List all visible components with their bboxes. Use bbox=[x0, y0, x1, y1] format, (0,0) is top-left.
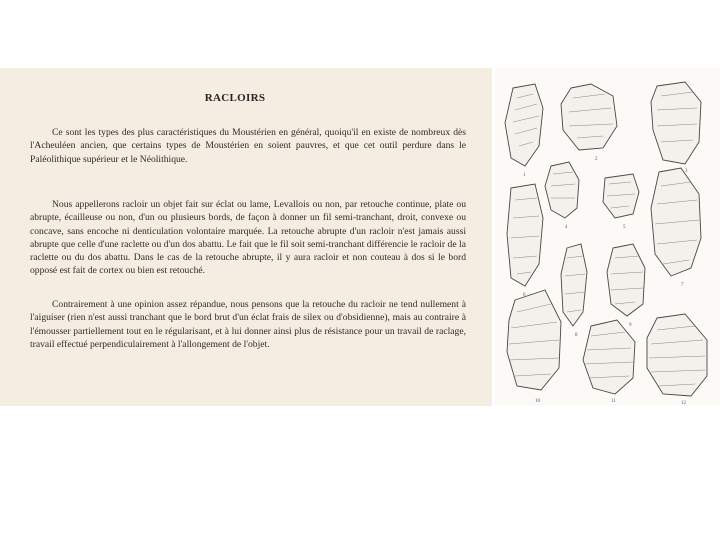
page-title: RACLOIRS bbox=[204, 92, 266, 104]
paragraph-function bbox=[30, 298, 466, 351]
figure-number: 6 bbox=[523, 293, 526, 298]
figure-number: 11 bbox=[611, 399, 616, 404]
text-page bbox=[0, 68, 492, 406]
scraper-drawing-1 bbox=[505, 84, 543, 178]
figure-number: 4 bbox=[565, 225, 568, 230]
paragraph-intro bbox=[30, 126, 466, 166]
figure-number: 8 bbox=[575, 333, 578, 338]
scraper-drawing-8 bbox=[561, 244, 587, 338]
scraper-drawing-6 bbox=[507, 184, 543, 298]
figure-number: 3 bbox=[685, 169, 688, 174]
scraper-drawing-2 bbox=[561, 84, 617, 162]
figure-number: 10 bbox=[535, 399, 540, 404]
figure-number: 9 bbox=[629, 323, 632, 328]
figure-number: 1 bbox=[523, 173, 526, 178]
figure-number: 2 bbox=[595, 157, 598, 162]
figure-number: 12 bbox=[681, 401, 686, 406]
paragraph-definition bbox=[30, 198, 466, 278]
paragraph-text: Contrairement à une opinion assez répandue, nous pensons que la retouche du racloir ne tend nullement à l'aiguiser (rien n'est aussi tranchant que le bord brut d'un éclat frais de silex ou d'obsidienne), mais au contraire à l'émousser partiellement tout en le régularisant, et à lui donner ainsi plus de résistance pour un travail de raclage, travail effectué perpendiculairement à l'allongement de l'objet. bbox=[30, 299, 466, 350]
scraper-drawing-7 bbox=[651, 168, 701, 288]
scraper-drawing-9 bbox=[607, 244, 645, 328]
paragraph-text: Nous appellerons racloir un objet fait sur éclat ou lame, Levallois ou non, par retouche continue, plate ou abrupte, écailleuse ou non, d'un ou plusieurs bords, de façon à donner un fil semi-tranchant, droit, convexe ou concave, sans encoche ni denticulation volontaire marquée. La retouche abrupte d'un racloir n'est jamais aussi abrupte que celle d'une raclette ou d'un dos abattu. Le fait que le fil soit semi-tranchant différencie le racloir de la raclette ou du dos abattu. Dans le cas de la retouche abrupte, il y aura racloir et non couteau à dos si le bord opposé est fait de cortex ou bien est retouché. bbox=[30, 199, 466, 277]
scraper-drawing-5 bbox=[603, 174, 639, 230]
scraper-drawing-11 bbox=[583, 320, 635, 404]
figure-number: 7 bbox=[681, 283, 684, 288]
paragraph-text: Ce sont les types des plus caractéristiques du Moustérien en général, quoiqu'il en existe de nombreux dès l'Acheuléen ancien, que certains types de Moustérien en soient pauvres, et que cet outil perdure dans le Paléolithique supérieur et le Néolithique. bbox=[30, 127, 466, 165]
scraper-drawing-12 bbox=[647, 314, 707, 406]
scraper-drawing-10 bbox=[507, 290, 561, 404]
scraper-drawing-4 bbox=[545, 162, 579, 230]
scraper-drawings bbox=[495, 68, 720, 406]
scraper-drawing-3 bbox=[651, 82, 701, 174]
scraper-illustration-plate bbox=[495, 68, 720, 406]
figure-number: 5 bbox=[623, 225, 626, 230]
